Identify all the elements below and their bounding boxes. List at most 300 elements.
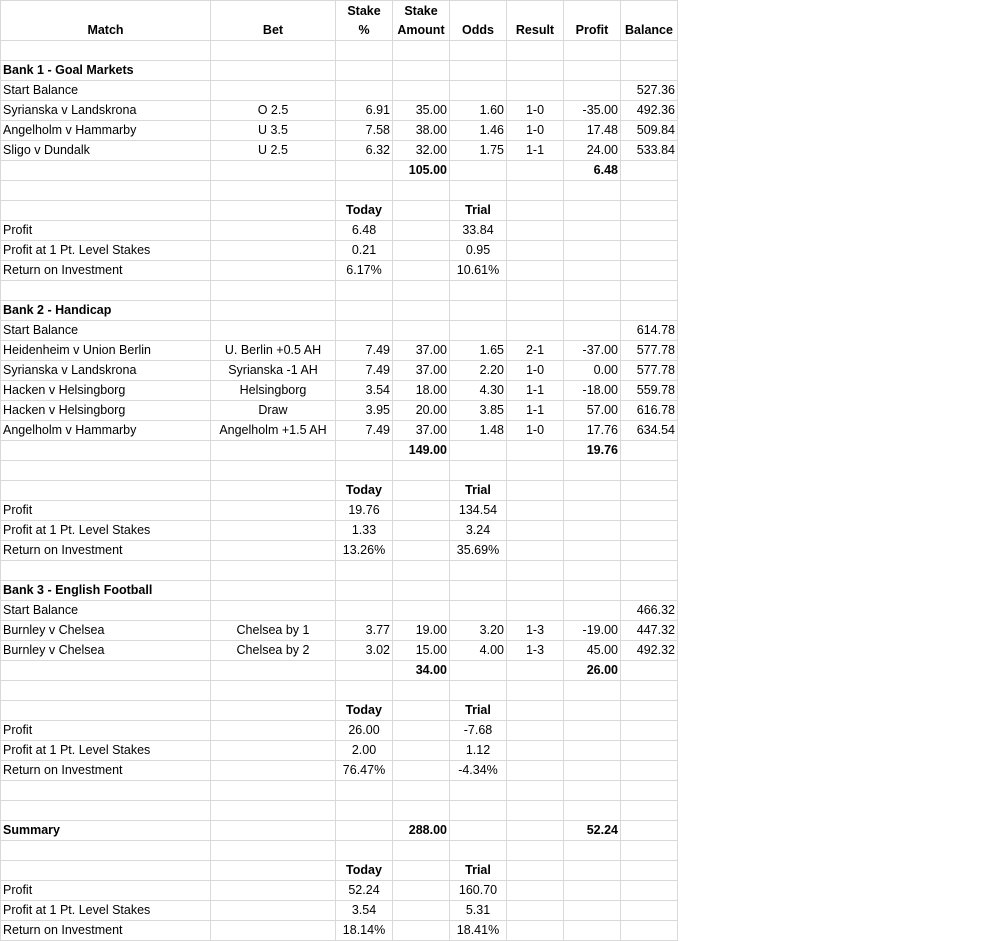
cell[interactable] [564,801,621,821]
level-today[interactable]: 3.54 [336,901,393,921]
profit-cell[interactable]: -19.00 [564,621,621,641]
cell[interactable] [564,581,621,601]
cell[interactable] [507,221,564,241]
cell[interactable] [1,661,211,681]
cell[interactable] [393,321,450,341]
stake-pct-cell[interactable]: 3.02 [336,641,393,661]
total-profit[interactable]: 19.76 [564,441,621,461]
bank-title[interactable]: Bank 2 - Handicap [1,301,211,321]
level-today[interactable]: 0.21 [336,241,393,261]
cell[interactable] [621,201,678,221]
match-cell[interactable]: Burnley v Chelsea [1,641,211,661]
cell[interactable] [507,901,564,921]
cell[interactable] [507,461,564,481]
match-cell[interactable]: Syrianska v Landskrona [1,361,211,381]
cell[interactable] [564,701,621,721]
cell[interactable] [211,861,336,881]
summary-total-profit[interactable]: 52.24 [564,821,621,841]
cell[interactable] [621,41,678,61]
summary-title[interactable]: Summary [1,821,211,841]
cell[interactable] [507,441,564,461]
cell[interactable] [450,561,507,581]
roi-trial[interactable]: -4.34% [450,761,507,781]
match-cell[interactable]: Angelholm v Hammarby [1,121,211,141]
cell[interactable] [336,41,393,61]
cell[interactable] [564,221,621,241]
stake-amount-cell[interactable]: 20.00 [393,401,450,421]
stake-amount-cell[interactable]: 32.00 [393,141,450,161]
cell[interactable] [1,681,211,701]
roi-today[interactable]: 13.26% [336,541,393,561]
cell[interactable] [393,61,450,81]
cell[interactable] [1,861,211,881]
cell[interactable] [621,241,678,261]
balance-cell[interactable]: 616.78 [621,401,678,421]
cell[interactable] [211,81,336,101]
cell[interactable] [450,81,507,101]
start-balance-value[interactable]: 614.78 [621,321,678,341]
cell[interactable] [211,201,336,221]
stat-label[interactable]: Profit at 1 Pt. Level Stakes [1,741,211,761]
cell[interactable] [621,741,678,761]
cell[interactable] [211,541,336,561]
cell[interactable] [564,901,621,921]
cell[interactable] [450,161,507,181]
level-trial[interactable]: 5.31 [450,901,507,921]
cell[interactable] [336,601,393,621]
cell[interactable] [450,441,507,461]
roi-today[interactable]: 76.47% [336,761,393,781]
cell[interactable] [336,461,393,481]
cell[interactable] [450,841,507,861]
cell[interactable] [1,161,211,181]
cell[interactable] [211,221,336,241]
start-balance-label[interactable]: Start Balance [1,81,211,101]
cell[interactable] [621,461,678,481]
cell[interactable] [393,201,450,221]
stat-label[interactable]: Profit [1,721,211,741]
total-profit[interactable]: 6.48 [564,161,621,181]
cell[interactable] [1,461,211,481]
profit-cell[interactable]: 0.00 [564,361,621,381]
cell[interactable] [211,701,336,721]
balance-cell[interactable]: 509.84 [621,121,678,141]
roi-trial[interactable]: 35.69% [450,541,507,561]
match-cell[interactable]: Angelholm v Hammarby [1,421,211,441]
match-cell[interactable]: Burnley v Chelsea [1,621,211,641]
today-header[interactable]: Today [336,861,393,881]
cell[interactable] [211,521,336,541]
stake-pct-cell[interactable]: 7.58 [336,121,393,141]
cell[interactable] [507,601,564,621]
total-stake[interactable]: 34.00 [393,661,450,681]
cell[interactable] [393,841,450,861]
odds-cell[interactable]: 1.48 [450,421,507,441]
cell[interactable] [564,921,621,941]
cell[interactable] [1,801,211,821]
level-today[interactable]: 2.00 [336,741,393,761]
cell[interactable] [564,241,621,261]
cell[interactable] [393,481,450,501]
cell[interactable] [336,321,393,341]
cell[interactable] [393,461,450,481]
cell[interactable] [621,861,678,881]
bet-cell[interactable]: Helsingborg [211,381,336,401]
trial-header[interactable]: Trial [450,701,507,721]
odds-cell[interactable]: 4.30 [450,381,507,401]
cell[interactable] [564,881,621,901]
cell[interactable] [393,541,450,561]
cell[interactable] [621,881,678,901]
cell[interactable] [564,41,621,61]
cell[interactable] [621,501,678,521]
cell[interactable] [211,901,336,921]
cell[interactable] [564,761,621,781]
cell[interactable] [564,301,621,321]
cell[interactable] [507,521,564,541]
odds-cell[interactable]: 2.20 [450,361,507,381]
cell[interactable] [1,701,211,721]
cell[interactable] [336,661,393,681]
total-stake[interactable]: 149.00 [393,441,450,461]
level-trial[interactable]: 0.95 [450,241,507,261]
balance-cell[interactable]: 447.32 [621,621,678,641]
result-cell[interactable]: 1-0 [507,101,564,121]
cell[interactable] [564,81,621,101]
profit-cell[interactable]: 57.00 [564,401,621,421]
cell[interactable] [564,601,621,621]
cell[interactable] [507,81,564,101]
cell[interactable] [211,681,336,701]
start-balance-value[interactable]: 527.36 [621,81,678,101]
cell[interactable] [564,561,621,581]
cell[interactable] [1,41,211,61]
cell[interactable] [1,481,211,501]
cell[interactable] [336,281,393,301]
today-header[interactable]: Today [336,481,393,501]
cell[interactable] [211,501,336,521]
cell[interactable] [393,861,450,881]
match-cell[interactable]: Hacken v Helsingborg [1,401,211,421]
cell[interactable] [393,561,450,581]
cell[interactable] [393,781,450,801]
cell[interactable] [621,161,678,181]
cell[interactable] [564,501,621,521]
header-balance[interactable]: Balance [621,1,678,41]
cell[interactable] [211,561,336,581]
cell[interactable] [564,541,621,561]
cell[interactable] [564,861,621,881]
profit-trial[interactable]: 134.54 [450,501,507,521]
cell[interactable] [507,761,564,781]
cell[interactable] [621,301,678,321]
profit-cell[interactable]: 17.48 [564,121,621,141]
bet-cell[interactable]: Syrianska -1 AH [211,361,336,381]
cell[interactable] [393,921,450,941]
cell[interactable] [211,601,336,621]
match-cell[interactable]: Syrianska v Landskrona [1,101,211,121]
cell[interactable] [564,181,621,201]
cell[interactable] [621,561,678,581]
result-cell[interactable]: 1-1 [507,401,564,421]
bet-cell[interactable]: U 3.5 [211,121,336,141]
cell[interactable] [211,41,336,61]
stake-pct-cell[interactable]: 7.49 [336,361,393,381]
result-cell[interactable]: 1-3 [507,621,564,641]
header-stake-pct[interactable] [336,1,393,41]
cell[interactable] [336,821,393,841]
cell[interactable] [621,721,678,741]
start-balance-value[interactable]: 466.32 [621,601,678,621]
cell[interactable] [336,581,393,601]
cell[interactable] [1,561,211,581]
cell[interactable] [450,301,507,321]
today-header[interactable]: Today [336,701,393,721]
cell[interactable] [393,901,450,921]
cell[interactable] [621,821,678,841]
profit-cell[interactable]: -18.00 [564,381,621,401]
cell[interactable] [507,181,564,201]
cell[interactable] [564,681,621,701]
cell[interactable] [507,701,564,721]
bet-cell[interactable]: U. Berlin +0.5 AH [211,341,336,361]
result-cell[interactable]: 1-0 [507,421,564,441]
cell[interactable] [336,61,393,81]
profit-today[interactable]: 6.48 [336,221,393,241]
stake-pct-cell[interactable]: 7.49 [336,341,393,361]
cell[interactable] [507,841,564,861]
balance-cell[interactable]: 533.84 [621,141,678,161]
cell[interactable] [393,681,450,701]
cell[interactable] [507,741,564,761]
cell[interactable] [507,821,564,841]
cell[interactable] [1,201,211,221]
odds-cell[interactable]: 3.20 [450,621,507,641]
cell[interactable] [450,41,507,61]
cell[interactable] [507,161,564,181]
bet-cell[interactable]: Chelsea by 1 [211,621,336,641]
cell[interactable] [621,261,678,281]
cell[interactable] [211,161,336,181]
cell[interactable] [507,781,564,801]
stake-amount-cell[interactable]: 37.00 [393,421,450,441]
cell[interactable] [393,41,450,61]
today-header[interactable]: Today [336,201,393,221]
cell[interactable] [507,481,564,501]
cell[interactable] [393,801,450,821]
summary-total-stake[interactable]: 288.00 [393,821,450,841]
balance-cell[interactable]: 577.78 [621,361,678,381]
cell[interactable] [211,781,336,801]
cell[interactable] [621,581,678,601]
stake-amount-cell[interactable]: 35.00 [393,101,450,121]
cell[interactable] [336,181,393,201]
stake-amount-cell[interactable]: 38.00 [393,121,450,141]
cell[interactable] [211,241,336,261]
roi-trial[interactable]: 10.61% [450,261,507,281]
cell[interactable] [450,681,507,701]
profit-cell[interactable]: -37.00 [564,341,621,361]
cell[interactable] [621,181,678,201]
cell[interactable] [450,821,507,841]
cell[interactable] [507,261,564,281]
cell[interactable] [507,801,564,821]
cell[interactable] [1,781,211,801]
profit-trial[interactable]: -7.68 [450,721,507,741]
cell[interactable] [450,601,507,621]
stat-label[interactable]: Return on Investment [1,761,211,781]
cell[interactable] [211,441,336,461]
cell[interactable] [211,921,336,941]
stake-pct-cell[interactable]: 3.54 [336,381,393,401]
stake-amount-cell[interactable]: 19.00 [393,621,450,641]
cell[interactable] [507,881,564,901]
cell[interactable] [211,461,336,481]
odds-cell[interactable]: 1.46 [450,121,507,141]
header-match[interactable]: Match [1,1,211,41]
result-cell[interactable]: 2-1 [507,341,564,361]
roi-trial[interactable]: 18.41% [450,921,507,941]
profit-today[interactable]: 26.00 [336,721,393,741]
cell[interactable] [507,301,564,321]
odds-cell[interactable]: 1.65 [450,341,507,361]
cell[interactable] [450,181,507,201]
cell[interactable] [564,461,621,481]
cell[interactable] [621,681,678,701]
cell[interactable] [393,881,450,901]
match-cell[interactable]: Heidenheim v Union Berlin [1,341,211,361]
stat-label[interactable]: Profit [1,881,211,901]
cell[interactable] [1,841,211,861]
cell[interactable] [211,821,336,841]
cell[interactable] [1,181,211,201]
cell[interactable] [507,41,564,61]
cell[interactable] [211,321,336,341]
cell[interactable] [336,441,393,461]
cell[interactable] [211,841,336,861]
cell[interactable] [450,781,507,801]
cell[interactable] [393,761,450,781]
cell[interactable] [450,581,507,601]
cell[interactable] [1,281,211,301]
cell[interactable] [450,661,507,681]
stat-label[interactable]: Profit at 1 Pt. Level Stakes [1,901,211,921]
cell[interactable] [393,241,450,261]
cell[interactable] [564,721,621,741]
cell[interactable] [507,281,564,301]
odds-cell[interactable]: 3.85 [450,401,507,421]
cell[interactable] [450,801,507,821]
stat-label[interactable]: Return on Investment [1,921,211,941]
roi-today[interactable]: 6.17% [336,261,393,281]
result-cell[interactable]: 1-1 [507,381,564,401]
total-stake[interactable]: 105.00 [393,161,450,181]
cell[interactable] [564,281,621,301]
stake-amount-cell[interactable]: 18.00 [393,381,450,401]
cell[interactable] [564,781,621,801]
cell[interactable] [211,181,336,201]
header-stake-amount[interactable] [393,1,450,41]
profit-cell[interactable]: -35.00 [564,101,621,121]
cell[interactable] [507,321,564,341]
cell[interactable] [564,841,621,861]
stake-amount-cell[interactable]: 37.00 [393,361,450,381]
profit-trial[interactable]: 33.84 [450,221,507,241]
cell[interactable] [393,301,450,321]
cell[interactable] [564,61,621,81]
odds-cell[interactable]: 1.75 [450,141,507,161]
cell[interactable] [336,841,393,861]
cell[interactable] [211,581,336,601]
cell[interactable] [393,81,450,101]
cell[interactable] [393,281,450,301]
cell[interactable] [507,921,564,941]
level-trial[interactable]: 3.24 [450,521,507,541]
cell[interactable] [621,841,678,861]
bank-title[interactable]: Bank 3 - English Football [1,581,211,601]
stake-pct-cell[interactable]: 6.91 [336,101,393,121]
trial-header[interactable]: Trial [450,861,507,881]
stake-amount-cell[interactable]: 37.00 [393,341,450,361]
trial-header[interactable]: Trial [450,481,507,501]
cell[interactable] [621,541,678,561]
cell[interactable] [1,441,211,461]
cell[interactable] [393,601,450,621]
cell[interactable] [336,781,393,801]
cell[interactable] [507,61,564,81]
cell[interactable] [211,261,336,281]
cell[interactable] [621,921,678,941]
profit-cell[interactable]: 17.76 [564,421,621,441]
balance-cell[interactable]: 577.78 [621,341,678,361]
stat-label[interactable]: Profit at 1 Pt. Level Stakes [1,521,211,541]
start-balance-label[interactable]: Start Balance [1,601,211,621]
cell[interactable] [211,61,336,81]
cell[interactable] [507,721,564,741]
stat-label[interactable]: Return on Investment [1,541,211,561]
stake-amount-cell[interactable]: 15.00 [393,641,450,661]
bank-title[interactable]: Bank 1 - Goal Markets [1,61,211,81]
cell[interactable] [621,901,678,921]
cell[interactable] [450,321,507,341]
cell[interactable] [211,741,336,761]
cell[interactable] [211,661,336,681]
cell[interactable] [564,521,621,541]
cell[interactable] [450,461,507,481]
cell[interactable] [507,201,564,221]
header-result[interactable]: Result [507,1,564,41]
cell[interactable] [621,221,678,241]
cell[interactable] [393,261,450,281]
cell[interactable] [564,481,621,501]
balance-cell[interactable]: 492.32 [621,641,678,661]
balance-cell[interactable]: 492.36 [621,101,678,121]
cell[interactable] [507,681,564,701]
stat-label[interactable]: Return on Investment [1,261,211,281]
profit-trial[interactable]: 160.70 [450,881,507,901]
bet-cell[interactable]: U 2.5 [211,141,336,161]
cell[interactable] [211,801,336,821]
cell[interactable] [507,581,564,601]
bet-cell[interactable]: Chelsea by 2 [211,641,336,661]
profit-today[interactable]: 19.76 [336,501,393,521]
result-cell[interactable]: 1-0 [507,121,564,141]
level-today[interactable]: 1.33 [336,521,393,541]
cell[interactable] [393,741,450,761]
cell[interactable] [621,801,678,821]
level-trial[interactable]: 1.12 [450,741,507,761]
cell[interactable] [621,521,678,541]
